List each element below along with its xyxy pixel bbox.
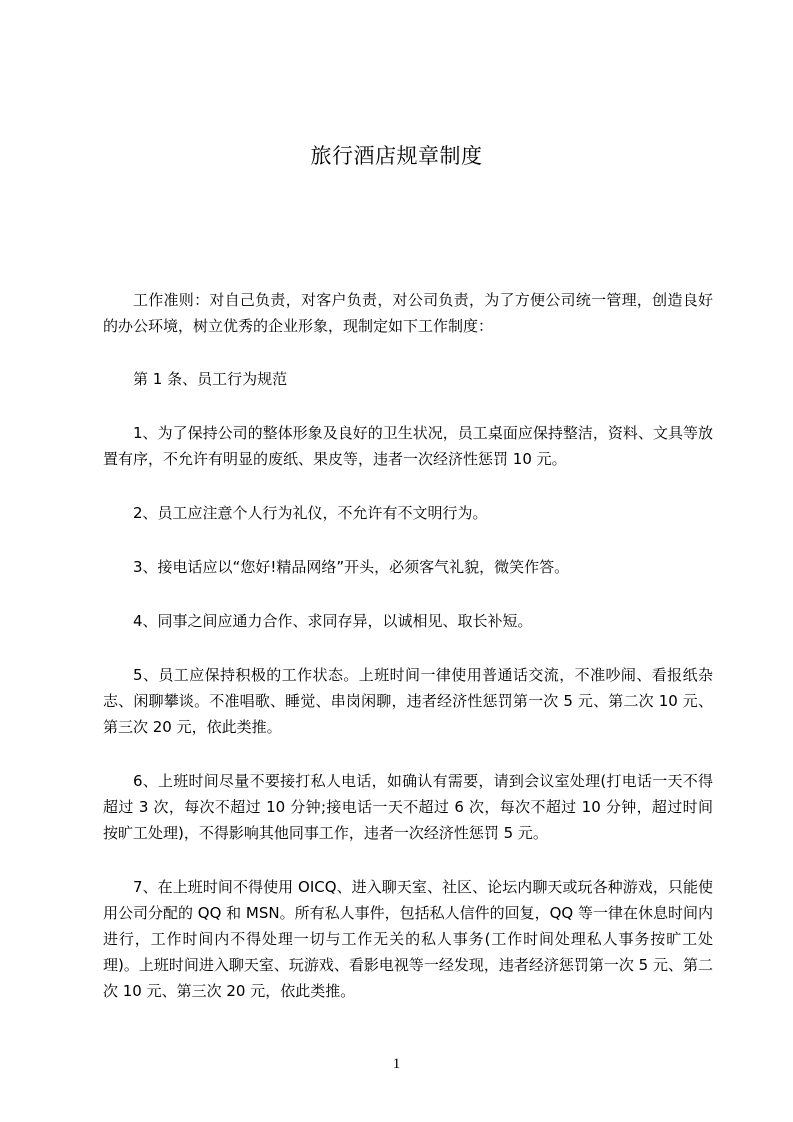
document-body — [103, 287, 713, 1004]
work-principle-paragraph: 工作准则：对自己负责，对客户负责，对公司负责，为了方便公司统一管理，创造良好的办公环境，树立优秀的企业形象，现制定如下工作制度： — [103, 291, 713, 335]
rule-5-paragraph: 5、员工应保持积极的工作状态。上班时间一律使用普通话交流，不准吵闹、看报纸杂志、闲聊攀谈。不准唱歌、睡觉、串岗闲聊，违者经济性惩罚第一次 5 元、第二次 10 元、第三次 20 元，依此类推。 — [103, 666, 713, 736]
rule-7-paragraph: 7、在上班时间不得使用 OICQ、进入聊天室、社区、论坛内聊天或玩各种游戏，只能使用公司分配的 QQ 和 MSN。所有私人事件，包括私人信件的回复，QQ 等一律在休息时间内进行，工作时间内不得处理一切与工作无关的私人事务(工作时间处理私人事务按旷工处理)。上班时间进入聊天室、玩游戏、看影电视等一经发现，违者经济惩罚第一次 5 元、第二次 10 元、第三次 20 元，依此类推。 — [103, 878, 713, 1000]
rule-4-paragraph: 4、同事之间应通力合作、求同存异，以诚相见、取长补短。 — [133, 612, 533, 630]
article-1-heading: 第 1 条、员工行为规范 — [133, 370, 288, 388]
rule-2-paragraph: 2、员工应注意个人行为礼仪，不允许有不文明行为。 — [133, 504, 488, 522]
rule-3-paragraph: 3、接电话应以“您好!精品网络”开头，必须客气礼貌，微笑作答。 — [133, 558, 570, 576]
page-number: 1 — [392, 1056, 401, 1072]
document-title: 旅行酒店规章制度 — [310, 144, 483, 168]
rule-1-paragraph: 1、为了保持公司的整体形象及良好的卫生状况，员工桌面应保持整洁，资料、文具等放置有序，不允许有明显的废纸、果皮等，违者一次经济性惩罚 10 元。 — [103, 424, 713, 468]
rule-6-paragraph: 6、上班时间尽量不要接打私人电话，如确认有需要，请到会议室处理(打电话一天不得超过 3 次，每次不超过 10 分钟;接电话一天不超过 6 次，每次不超过 10 分钟，超过时间按旷工处理)，不得影响其他同事工作，违者一次经济性惩罚 5 元。 — [103, 772, 713, 842]
